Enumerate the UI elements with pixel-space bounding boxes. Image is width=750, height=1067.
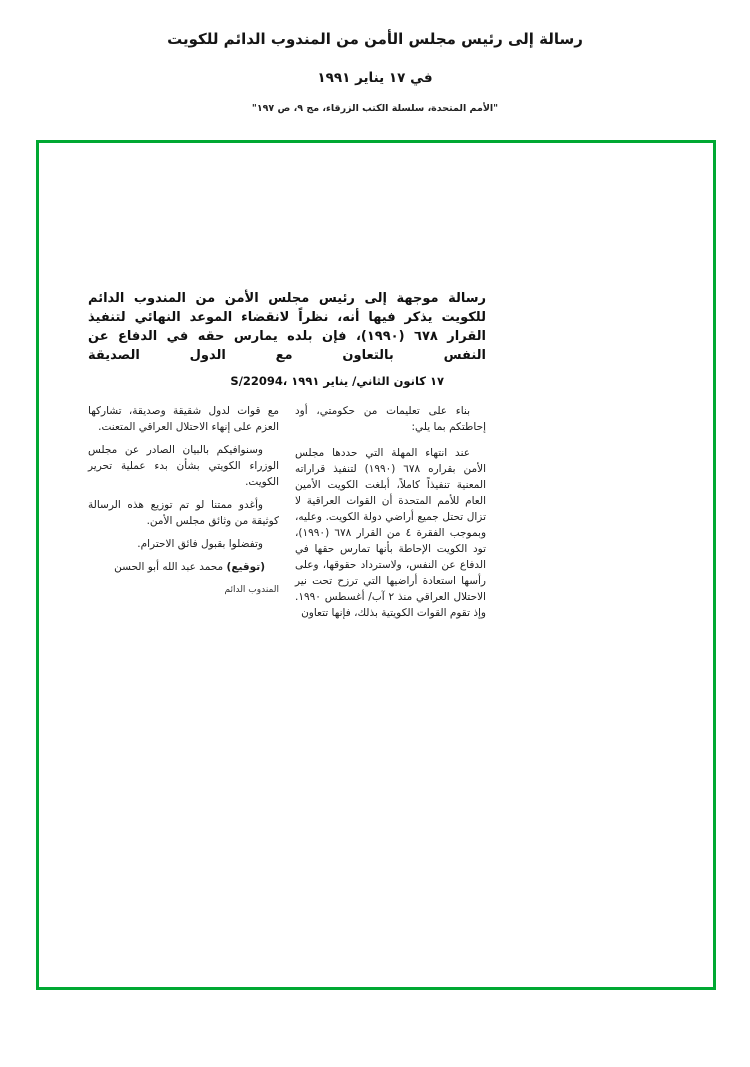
page-source-citation: "الأمم المتحدة، سلسلة الكتب الزرقاء، مج ٩، ص ١٩٧": [251, 103, 499, 114]
paragraph: وأغدو ممتنا لو تم توزيع هذه الرسالة كوثيقة من وثائق مجلس الأمن.: [88, 499, 279, 527]
page-title: رسالة إلى رئيس مجلس الأمن من المندوب الدائم للكويت: [167, 30, 583, 48]
body-column-right: [295, 403, 486, 628]
page-date: في ١٧ يناير ١٩٩١: [317, 70, 433, 86]
signature-label: (توقيع): [226, 561, 265, 573]
body-column-left: [88, 403, 279, 628]
letter-heading: رسالة موجهة إلى رئيس مجلس الأمن من المندوب الدائم للكويت يذكر فيها أنه، نظراً لانقضاء الموعد النهائي لتنفيذ القرار ٦٧٨ (١٩٩٠)، فإن بلده يمارس حقه في الدفاع عن النفس بالتعاون مع الدول الصديقة: [88, 291, 487, 363]
paragraph: وتفضلوا بقبول فائق الاحترام.: [137, 538, 263, 550]
page-header: [0, 0, 750, 114]
paragraph: وسنوافيكم بالبيان الصادر عن مجلس الوزراء الكويتي بشأن بدء عملية تحرير الكويت.: [88, 444, 279, 488]
paragraph: مع قوات لدول شقيقة وصديقة، تشاركها العزم على إنهاء الاحتلال العراقي المتعنت.: [88, 405, 279, 433]
paragraph: بناء على تعليمات من حكومتي، أود إحاطتكم بما يلي:: [295, 405, 486, 433]
reference-line: S/22094، ١٧ كانون الثاني/ يناير ١٩٩١: [230, 374, 444, 388]
signature-line: [88, 559, 279, 575]
signatory-title: المندوب الدائم: [224, 585, 279, 595]
paragraph: عند انتهاء المهلة التي حددها مجلس الأمن بقراره ٦٧٨ (١٩٩٠) لتنفيذ قراراته المعنية تنفيذاً كاملاً، أبلغت الكويت الأمين العام للأمم المتحدة أن القوات العراقية لا تزال تحتل جميع أراضي دولة الكويت. وعليه، وبموجب الفقرة ٤ من القرار ٦٧٨ (١٩٩٠)، تود الكويت الإحاطة بأنها تمارس حقها في الدفاع عن النفس، ولاسترداد حقوقها، وعلى رأسها استعادة أراضيها التي ترزح تحت نير الاحتلال العراقي منذ ٢ آب/ أغسطس ١٩٩٠. وإذ تقوم القوات الكويتية بذلك، فإنها تتعاون: [295, 447, 487, 619]
letter-body: [88, 403, 486, 628]
signature-name: محمد عبد الله أبو الحسن: [114, 561, 224, 573]
document-frame: [36, 140, 716, 990]
letter-content: [88, 289, 486, 628]
